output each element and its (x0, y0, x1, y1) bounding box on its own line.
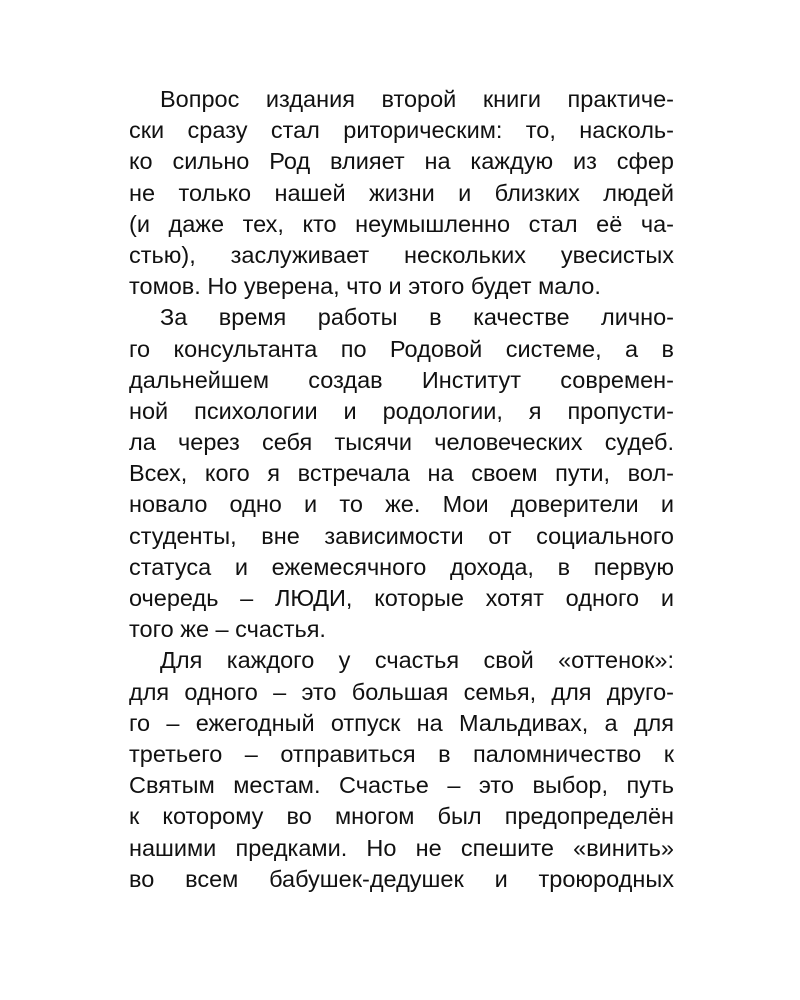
text-line: томов. Но уверена, что и этого будет мало. (129, 273, 601, 300)
text-line: к которому во многом был предопределён (129, 803, 674, 830)
body-text (129, 84, 674, 895)
text-line: Вопрос издания второй книги практиче- (160, 86, 674, 112)
text-line: ла через себя тысячи человеческих судеб. (129, 429, 674, 456)
text-line: Для каждого у счастья свой «оттенок»: (160, 647, 674, 674)
text-line: для одного – это большая семья, для друго- (129, 678, 674, 705)
text-line: не только нашей жизни и близких людей (129, 179, 674, 206)
paragraph-3 (129, 645, 674, 895)
text-line: го консультанта по Родовой системе, а в (129, 335, 674, 362)
text-line: третьего – отправиться в паломничество к (129, 740, 674, 767)
text-line: новало одно и то же. Мои доверители и (129, 491, 674, 518)
text-line: Всех, кого я встречала на своем пути, вол- (129, 460, 674, 487)
paragraph-2 (129, 302, 674, 645)
text-line: ски сразу стал риторическим: то, насколь- (129, 117, 674, 144)
text-line: Святым местам. Счастье – это выбор, путь (129, 772, 674, 799)
text-line: нашими предками. Но не спешите «винить» (129, 834, 674, 861)
text-line: го – ежегодный отпуск на Мальдивах, а для (129, 709, 674, 736)
text-line: очередь – ЛЮДИ, которые хотят одного и (129, 585, 674, 611)
text-line: (и даже тех, кто неумышленно стал её ча- (129, 210, 674, 237)
text-line: За время работы в качестве лично- (160, 304, 674, 331)
text-line: статуса и ежемесячного дохода, в первую (129, 553, 674, 580)
text-line: во всем бабушек-дедушек и троюродных (129, 865, 674, 892)
text-line: ной психологии и родологии, я пропусти- (129, 397, 674, 424)
text-line: студенты, вне зависимости от социального (129, 522, 674, 549)
text-line: того же – счастья. (129, 616, 326, 643)
paragraph-1 (129, 84, 674, 302)
text-line: дальнейшем создав Институт современ- (129, 366, 674, 393)
text-line: ко сильно Род влияет на каждую из сфер (129, 148, 674, 175)
text-line: стью), заслуживает нескольких увесистых (129, 241, 674, 268)
